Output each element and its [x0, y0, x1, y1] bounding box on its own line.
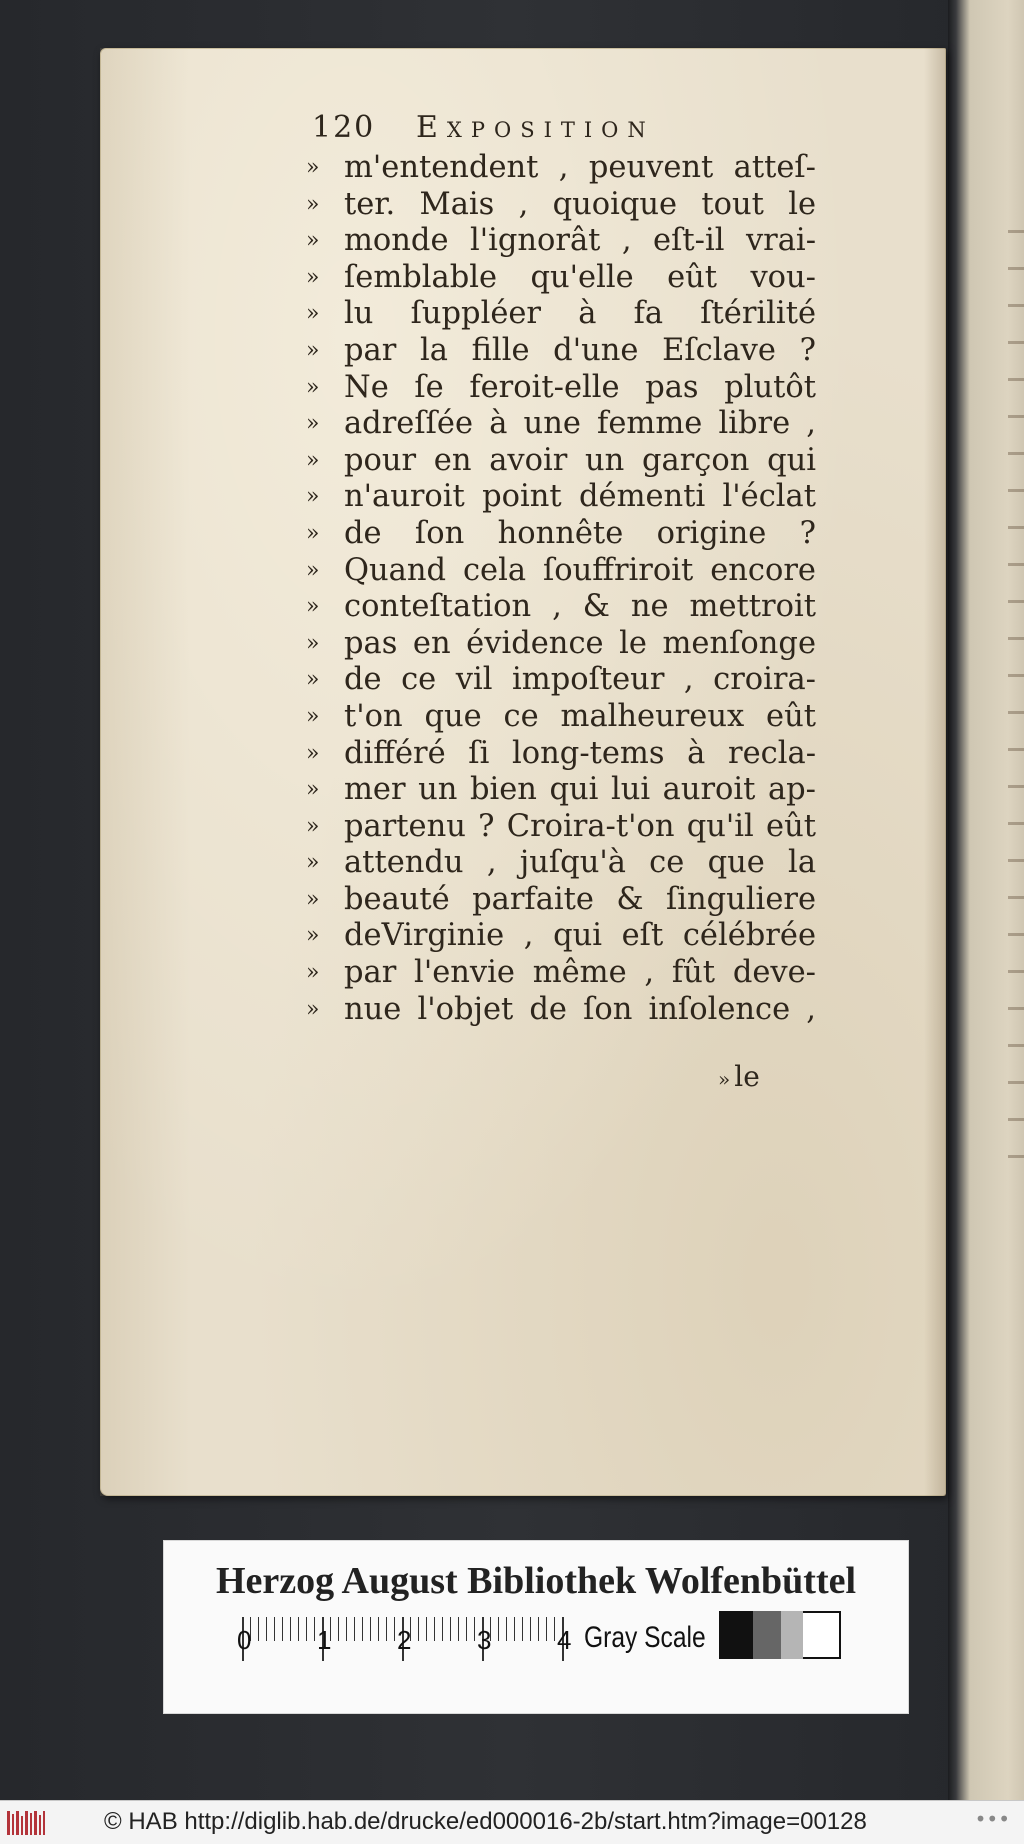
text-line: [306, 918, 816, 955]
text-line: [306, 662, 816, 699]
ruler-tick: [498, 1617, 499, 1641]
ruler-tick: [370, 1617, 371, 1641]
ruler-tick: [346, 1617, 347, 1641]
ruler-tick: [274, 1617, 275, 1641]
ruler-tick: [442, 1617, 443, 1641]
text-line: [306, 516, 816, 553]
text-line: [306, 406, 816, 443]
ruler-tick: [354, 1617, 355, 1641]
text-line: [306, 699, 816, 736]
catchword-quote-mark: »: [718, 1067, 731, 1091]
ruler-tick: [386, 1617, 387, 1641]
text-line: [306, 845, 816, 882]
line-text: beauté parfaite & ſinguliere: [344, 881, 816, 917]
text-line: [306, 370, 816, 407]
ruler-label-1: 1: [317, 1625, 332, 1655]
ruler-tick: [258, 1617, 259, 1641]
line-text: Quand cela ſouffriroit encore: [344, 552, 816, 588]
quote-mark: »: [306, 228, 320, 254]
ruler-tick: [266, 1617, 267, 1641]
text-line: [306, 150, 816, 187]
quote-mark: »: [306, 191, 320, 217]
text-line: [306, 443, 816, 480]
ruler-tick: [458, 1617, 459, 1641]
quote-mark: »: [306, 337, 320, 363]
text-line: [306, 809, 816, 846]
quote-mark: »: [306, 155, 320, 180]
color-calibration-card: [163, 1540, 909, 1714]
gray-swatch-light: [781, 1611, 803, 1659]
quote-mark: »: [306, 301, 320, 327]
text-line: [306, 736, 816, 773]
gray-swatch-black: [719, 1611, 753, 1659]
ruler-tick: [514, 1617, 515, 1641]
quote-mark: »: [306, 777, 320, 803]
quote-mark: »: [306, 923, 320, 949]
quote-mark: »: [306, 813, 320, 839]
catchword-text: le: [734, 1060, 760, 1093]
text-line: [306, 992, 816, 1029]
ruler-label-0: 0: [237, 1625, 252, 1655]
line-text: différé ſi long-tems à recla-: [344, 735, 816, 771]
ruler-tick: [314, 1617, 315, 1641]
hab-logo-icon: [6, 1809, 46, 1837]
ruler-tick: [426, 1617, 427, 1641]
line-text: Ne ſe feroit-elle pas plutôt: [344, 369, 816, 405]
ruler-tick: [290, 1617, 291, 1641]
ruler-tick: [474, 1617, 475, 1641]
adjacent-page-text-marks: [1008, 200, 1024, 1160]
gray-swatch-dark: [753, 1611, 781, 1659]
text-line: [306, 955, 816, 992]
line-text: par la fille d'une Eſclave ?: [344, 332, 816, 368]
line-text: de ce vil impoſteur , croira-: [344, 662, 816, 698]
ruler-tick: [418, 1617, 419, 1641]
line-text: conteſtation , & ne mettroit: [344, 589, 816, 625]
quote-mark: »: [306, 703, 320, 729]
ruler-tick: [530, 1617, 531, 1641]
footer-copyright-url[interactable]: © HAB http://diglib.hab.de/drucke/ed000016-2b/start.htm?image=00128: [104, 1808, 867, 1835]
line-text: par l'envie même , fût deve-: [344, 955, 816, 991]
line-text: partenu ? Croira-t'on qu'il eût: [344, 808, 816, 844]
page-header: [312, 110, 782, 150]
ruler-tick: [450, 1617, 451, 1641]
ruler-tick: [466, 1617, 467, 1641]
ruler-tick: [394, 1617, 395, 1641]
ruler-tick: [378, 1617, 379, 1641]
text-line: [306, 589, 816, 626]
line-text: pas en évidence le menſonge: [344, 625, 816, 661]
ruler-tick: [298, 1617, 299, 1641]
ruler-label-2: 2: [397, 1625, 412, 1655]
text-line: [306, 296, 816, 333]
quote-mark: »: [306, 996, 320, 1022]
ruler-tick: [306, 1617, 307, 1641]
text-line: [306, 479, 816, 516]
catchword: [718, 1060, 760, 1093]
quote-mark: »: [306, 520, 320, 546]
line-text: t'on que ce malheureux eût: [344, 698, 816, 734]
quote-mark: »: [306, 630, 320, 656]
quote-mark: »: [306, 264, 320, 290]
line-text: attendu , juſqu'à ce que la: [344, 845, 816, 881]
line-text: ſemblable qu'elle eût vou-: [344, 259, 816, 295]
library-name: Herzog August Bibliothek Wolfenbüttel: [215, 1560, 857, 1602]
ruler-label-4: 4: [557, 1625, 572, 1655]
text-line: [306, 223, 816, 260]
line-text: nue l'objet de ſon inſolence ,: [344, 991, 816, 1027]
line-text: adreſſée à une femme libre ,: [344, 406, 816, 442]
ruler-tick: [434, 1617, 435, 1641]
quote-mark: »: [306, 411, 320, 437]
line-text: m'entendent , peuvent atteſ-: [344, 150, 816, 185]
line-text: monde l'ignorât , eſt-il vrai-: [344, 223, 816, 259]
gray-swatch-white: [803, 1611, 841, 1659]
text-line: [306, 187, 816, 224]
line-text: pour en avoir un garçon qui: [344, 442, 816, 478]
quote-mark: »: [306, 667, 320, 693]
quote-mark: »: [306, 960, 320, 986]
quote-mark: »: [306, 557, 320, 583]
quote-mark: »: [306, 740, 320, 766]
quote-mark: »: [306, 447, 320, 473]
quote-mark: »: [306, 484, 320, 510]
quote-mark: »: [306, 594, 320, 620]
line-text: mer un bien qui lui auroit ap-: [344, 772, 816, 808]
ruler-tick: [338, 1617, 339, 1641]
ruler-tick: [506, 1617, 507, 1641]
ruler-tick: [362, 1617, 363, 1641]
gray-scale-label: Gray Scale: [584, 1621, 706, 1654]
line-text: deVirginie , qui eſt célébrée: [344, 918, 816, 954]
footer-bar: [0, 1800, 1024, 1844]
line-text: ter. Mais , quoique tout le: [344, 186, 816, 222]
line-text: n'auroit point démenti l'éclat: [344, 479, 816, 515]
line-text: de ſon honnête origine ?: [344, 515, 816, 551]
page-number: 120: [312, 110, 376, 145]
text-line: [306, 626, 816, 663]
text-line: [306, 772, 816, 809]
more-options-icon[interactable]: •••: [974, 1807, 1010, 1831]
text-line: [306, 882, 816, 919]
ruler-tick: [546, 1617, 547, 1641]
ruler-tick: [282, 1617, 283, 1641]
running-title: Exposition: [416, 110, 655, 145]
text-line: [306, 333, 816, 370]
quote-mark: »: [306, 850, 320, 876]
adjacent-page-edge: [948, 0, 1024, 1800]
quote-mark: »: [306, 886, 320, 912]
quote-mark: »: [306, 374, 320, 400]
ruler-tick: [522, 1617, 523, 1641]
page-body-text: [306, 150, 816, 1028]
ruler-tick: [538, 1617, 539, 1641]
ruler-tick: [554, 1617, 555, 1641]
text-line: [306, 260, 816, 297]
ruler-label-3: 3: [477, 1625, 492, 1655]
line-text: lu ſuppléer à fa ſtérilité: [344, 296, 816, 332]
text-line: [306, 553, 816, 590]
